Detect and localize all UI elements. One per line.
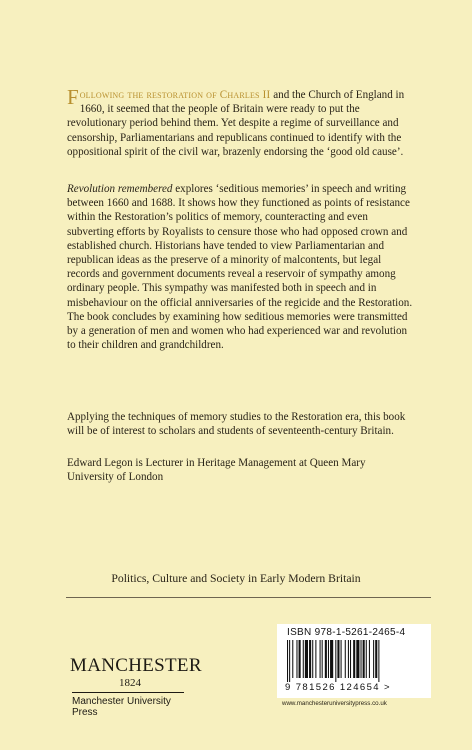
description-text: explores ‘seditious memories’ in speech and writing between 1660 and 1688. It shows how they functioned as points of resistance within the Restoration’s politics of memory, counteracting and even subverting efforts by Royalists to censure those who had opposed crown and established church. Historians have tended to view Parliamentarian and republican ideas as the preserve of a minority of malcontents, but legal records and government documents reveal a reservoir of sympathy among ordinary people. This sympathy was manifested both in speech and in misbehaviour on the official anniversaries of the regicide and the Restoration. The book concludes by examining how seditious memories were transmitted by a generation of men and women who had experienced war and revolution to their children and grandchildren. [67, 183, 413, 352]
drop-cap: F [67, 85, 79, 109]
description-paragraph [67, 182, 413, 352]
publisher-url: www.manchesteruniversitypress.co.uk [282, 700, 387, 707]
interest-paragraph: Applying the techniques of memory studies to the Restoration era, this book will be of interest to scholars and students of seventeenth-century Britain. [67, 411, 406, 438]
logo-press-name: Manchester University Press [72, 696, 171, 718]
logo-rule [72, 692, 184, 693]
isbn-label: ISBN 978-1-5261-2465-4 [287, 627, 406, 638]
barcode-digits: 9 781526 124654 > [285, 682, 391, 693]
author-bio: Edward Legon is Lecturer in Heritage Management at Queen Mary University of London [67, 457, 366, 484]
logo-year: 1824 [119, 677, 141, 689]
intro-smallcaps: ollowing the restoration of Charles II [79, 89, 271, 101]
series-divider [66, 597, 431, 598]
barcode [277, 624, 431, 698]
intro-paragraph [67, 85, 413, 159]
logo-name: MANCHESTER [70, 655, 202, 676]
book-title-italic: Revolution remembered [67, 183, 173, 195]
intro-text: and the Church of England in 1660, it seemed that the people of Britain were ready to put the revolutionary period behind them. Yet despite a regime of surveillance and censorship, Parliamentarians and republicans continued to identify with the oppositional spirit of the civil war, brazenly endorsing the ‘good old cause’. [67, 89, 405, 158]
publisher-logo [70, 655, 202, 720]
series-title: Politics, Culture and Society in Early Modern Britain [111, 572, 361, 585]
barcode-bars [285, 640, 423, 682]
